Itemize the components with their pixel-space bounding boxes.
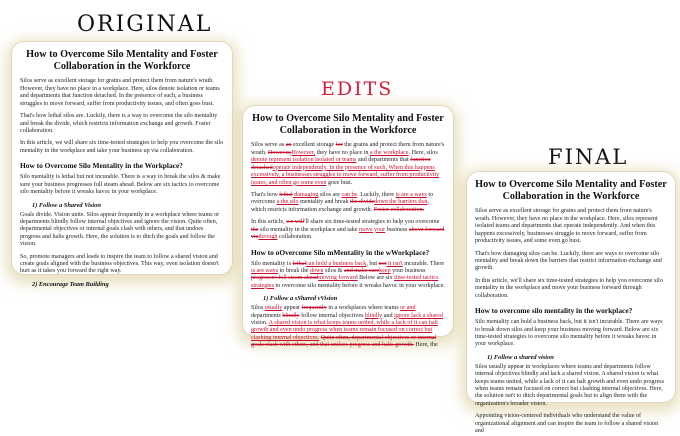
final-heading: FINAL	[548, 145, 629, 169]
inserted-text: is are a ways	[395, 191, 427, 198]
edit-text: silos &	[323, 267, 344, 274]
edit-text: goes bust.	[326, 179, 353, 186]
inserted-text: move your	[358, 226, 386, 233]
deleted-text: lethal	[279, 191, 293, 198]
edit-text: In this article,	[251, 219, 287, 226]
edit-text: in a workplaces where teams	[326, 305, 401, 312]
deleted-text: we will	[286, 219, 305, 226]
original-subheading: 2) Encourage Team Building	[32, 280, 109, 288]
original-paragraph: Silos serve as excellent storage for grains and protect them from nature's wrath. However, they have no place in a workplace. Here, silos denote isolation or teams and departments that function detached. In the presence of such, a business struggles to move forward, suffer from productivity issues, and often goes bust.	[20, 78, 220, 107]
edit-text: departments	[251, 312, 283, 319]
inserted-text: a the workplace	[370, 149, 409, 156]
edit-text: Here, the	[413, 342, 438, 349]
inserted-text: blindly	[364, 312, 383, 319]
final-title: How to Overcome Silo Mentality and Foster Collaboration in the Workforce	[475, 179, 667, 202]
original-title: How to Overcome Silo Mentality and Foster Collaboration in the Workforce	[26, 49, 218, 72]
original-heading: ORIGINAL	[77, 12, 213, 37]
edit-text: , but	[366, 260, 379, 267]
edit-text: That's how	[251, 191, 280, 198]
edit-text: Silos	[251, 305, 265, 312]
inserted-text: ignore lack a shared	[394, 312, 443, 319]
edit-text: . Luckily, there	[357, 191, 396, 198]
inserted-text: it isn't	[386, 260, 403, 267]
inserted-text: down the barriers that	[374, 199, 428, 206]
final-paragraph: Appointing vision-centered individuals who understand the value of organizational alignment and can inspire the team to follow a shared vision and	[475, 413, 659, 435]
edit-text: silo mentality in the workplace and take	[258, 226, 359, 233]
deleted-text: function detached	[251, 157, 431, 171]
inserted-text: down	[309, 267, 324, 274]
edit-text: mentality and break	[298, 199, 351, 206]
inserted-text: operate independently	[272, 164, 327, 171]
original-paragraph: Goals divide. Vision unite. Silos appear frequently in a workplace where teams or departments blindly follow internal objectives and ignore the vision. Quite often, departmental objectives or internal goals clash with others, and that undoes progress and halts growth. Here, the solution is to ditch the goals and follow the vision.	[20, 211, 220, 248]
edits-paragraph	[251, 261, 445, 291]
inserted-text: can hold a business back	[306, 260, 367, 267]
edit-text: Silos serve as	[251, 142, 286, 149]
deleted-text: the	[251, 226, 259, 233]
inserted-text: moving forward	[318, 275, 358, 282]
deleted-text: Foster collaboration.	[373, 206, 425, 213]
deleted-text: lethal	[292, 260, 307, 267]
inserted-text: . In the presence of such, When this happens excessively, a businesses struggles to move forward, suffer from productivity issues,	[251, 164, 440, 186]
deleted-text: blindly	[282, 312, 300, 319]
inserted-text: or and	[400, 305, 416, 312]
edit-text: , which restricts information exchange and growth.	[251, 199, 430, 213]
original-section-heading: How to Overcome Silo Mentality in the Workplace?	[20, 161, 183, 171]
edit-text: to overcome	[251, 191, 434, 206]
inserted-text: a the silo	[276, 199, 299, 206]
edit-text: excellent storage	[291, 142, 336, 149]
deleted-text: and make sure	[343, 267, 380, 274]
edits-document	[243, 106, 453, 349]
edit-text: to overcome silo mentality before it wreaks havoc in your workplace.	[274, 282, 445, 289]
edit-text: vision.	[251, 320, 269, 327]
edits-paragraph	[251, 219, 445, 241]
deleted-text: via	[251, 234, 259, 241]
original-paragraph: So, promote managers and leads to inspire the team to follow a shared vision and create goals aligned with the business objectives. This way, even isolation doesn't hurt as it takes you forward the right way.	[20, 253, 219, 275]
inserted-text: and often go some even	[268, 179, 327, 186]
edit-text: collaboration.	[277, 234, 313, 241]
edit-text: 'll share six time-tested strategies to help you overcome	[304, 219, 440, 226]
inserted-text: time-tested tactics strategies	[251, 275, 439, 289]
original-paragraph: In this article, we will share six time-tested strategies to help you overcome the silo mentality in the workplace and take your business up via collaboration.	[20, 140, 224, 154]
edit-text: the grains and protect them from nature's wrath.	[251, 142, 445, 156]
original-document	[12, 42, 232, 288]
inserted-text: However,	[291, 149, 316, 156]
edits-subheading: 1) Follow a sShared vVision	[263, 295, 338, 303]
edit-text: incurable. There	[402, 260, 445, 267]
edit-text: follow internal objectives	[299, 312, 365, 319]
final-paragraph: Silos usually appear in workplaces where teams and departments follow internal objectives blindly and lack a shared vision. A shared vision is what keeps teams united, while a lack of it can halt growth and even undo progress when teams remain focused on correct but clashing internal objectives. Here, the solution isn't to ditch departmental goals but to align them with the organization's broader vision.	[475, 363, 665, 407]
original-paragraph: Silo mentality is lethal but not incurable. There is a way to break the silos & make sure your business progresses full steam ahead. Below are six tactics to overcome silo mentality before it wreaks havoc in your workplace.	[20, 174, 221, 196]
edit-text: . Here, silos	[408, 149, 438, 156]
deleted-text: progresses full steam ahead	[251, 275, 319, 282]
edits-heading: EDITS	[321, 78, 394, 100]
original-paragraph: That's how lethal silos are. Luckily, there is a way to overcome the silo mentality and break the divide, which restricts information exchange and growth. Foster collaboration.	[20, 113, 218, 134]
deleted-text: Quite often, departmental objectives or internal goals clash with others, and that undoes progress and halts growth.	[251, 334, 437, 349]
deleted-text: an	[285, 142, 292, 149]
inserted-text: damaging	[292, 191, 319, 198]
edit-text: to break the	[278, 267, 310, 274]
edit-text: Below are six	[357, 275, 395, 282]
inserted-text: keep	[379, 267, 391, 274]
inserted-text: through	[258, 234, 278, 241]
final-paragraph: Silos serve as excellent storage for grains and protect them from nature's wrath. However, they have no place in the workplace. Here, silos represent isolated teams and departments that operate independently. And when this happens excessively, businesses struggle to move forward, suffer from productivity issues, and some even go bust.	[475, 208, 658, 245]
edits-title: How to Overcome Silo Mentality and Foster Collaboration in the Workforce	[252, 113, 444, 136]
final-paragraph: That's how damaging silos can be. Luckily, there are ways to overcome silo mentality and break down the barriers that restrict information exchange and growth.	[475, 250, 662, 272]
edit-text: and	[382, 312, 395, 319]
deleted-text: above forward	[408, 226, 445, 233]
original-subheading: 1) Follow a Shared Vision	[32, 201, 101, 209]
inserted-text: can be	[341, 191, 358, 198]
edits-paragraph	[251, 192, 445, 214]
deleted-text: the divide	[350, 199, 375, 206]
edits-paragraph	[251, 142, 445, 187]
inserted-text: denote represent isolation isolated or teams	[251, 157, 357, 164]
inserted-text: usually	[264, 305, 283, 312]
edit-text: Silo mentality is	[251, 260, 293, 267]
edits-section-heading: How to oOvercome Silo mMentality in the wWorkplace?	[251, 247, 430, 257]
deleted-text: for	[335, 142, 343, 149]
final-document	[467, 172, 675, 435]
edit-text: silos are	[318, 191, 342, 198]
edits-paragraph	[251, 305, 445, 350]
edit-text: business	[385, 226, 409, 233]
final-subheading: 1) Follow a shared vision	[487, 353, 554, 361]
final-paragraph: In this article, we'll share six time-tested strategies to help you overcome silo mentality in the workplace and move your business forward through collaboration.	[475, 277, 663, 299]
edit-text: and departments that	[356, 157, 411, 164]
edit-text: they have no place in	[315, 149, 370, 156]
deleted-text: frequently	[301, 305, 327, 312]
inserted-text: A shared vision is what keeps teams united, while a lack of it can halt growth and even undo progress when teams remain focused on correct but clashing internal objectives.	[251, 320, 439, 341]
edit-text: appear	[282, 305, 302, 312]
deleted-text: However,	[267, 149, 292, 156]
final-paragraph: Silo mentality can hold a business back, but it isn't incurable. There are ways to break down silos and keep your business moving forward. Below are six time-tested strategies to overcome silo mentality before it wreaks havoc in your workplace.	[475, 319, 663, 348]
edit-text: your business	[390, 267, 426, 274]
final-section-heading: How to overcome silo mentality in the workplace?	[475, 306, 633, 316]
deleted-text: not	[378, 260, 387, 267]
inserted-text: is are ways	[251, 267, 279, 274]
